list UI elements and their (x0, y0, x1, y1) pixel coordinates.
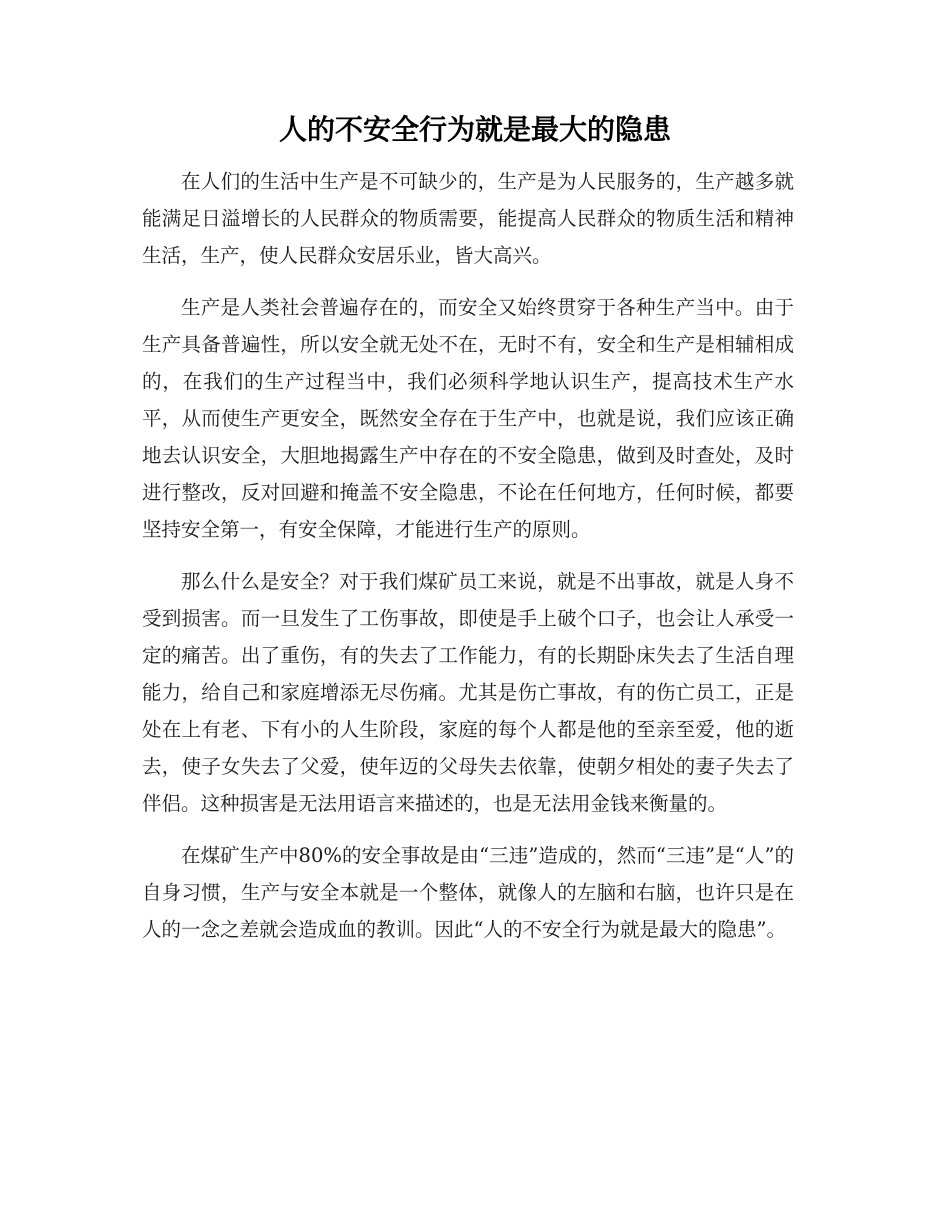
paragraph-2: 生产是人类社会普遍存在的，而安全又始终贯穿于各种生产当中。由于生产具备普遍性，所以安全就无处不在，无时不有，安全和生产是相辅相成的，在我们的生产过程当中，我们必须科学地认识生产，提高技术生产水平，从而使生产更安全，既然安全存在于生产中，也就是说，我们应该正确地去认识安全，大胆地揭露生产中存在的不安全隐患，做到及时查处，及时进行整改，反对回避和掩盖不安全隐患，不论在任何地方，任何时候，都要坚持安全第一，有安全保障，才能进行生产的原则。 (142, 296, 794, 541)
paragraph-3: 那么什么是安全？对于我们煤矿员工来说，就是不出事故，就是人身不受到损害。而一旦发生了工伤事故，即使是手上破个口子，也会让人承受一定的痛苦。出了重伤，有的失去了工作能力，有的长期卧床失去了生活自理能力，给自己和家庭增添无尽伤痛。尤其是伤亡事故，有的伤亡员工，正是处在上有老、下有小的人生阶段，家庭的每个人都是他的至亲至爱，他的逝去，使子女失去了父爱，使年迈的父母失去依靠，使朝夕相处的妻子失去了伴侣。这种损害是无法用语言来描述的，也是无法用金钱来衡量的。 (142, 570, 794, 815)
document-title: 人的不安全行为就是最大的隐患 (278, 113, 671, 146)
document-body (142, 163, 794, 963)
paragraph-1: 在人们的生活中生产是不可缺少的，生产是为人民服务的，生产越多就能满足日溢增长的人民群众的物质需要，能提高人民群众的物质生活和精神生活，生产，使人民群众安居乐业，皆大高兴。 (142, 170, 794, 267)
paragraph-4: 在煤矿生产中80%的安全事故是由“三违”造成的，然而“三违”是“人”的自身习惯，生产与安全本就是一个整体，就像人的左脑和右脑，也许只是在人的一念之差就会造成血的教训。因此“人的不安全行为就是最大的隐患”。 (142, 844, 794, 941)
